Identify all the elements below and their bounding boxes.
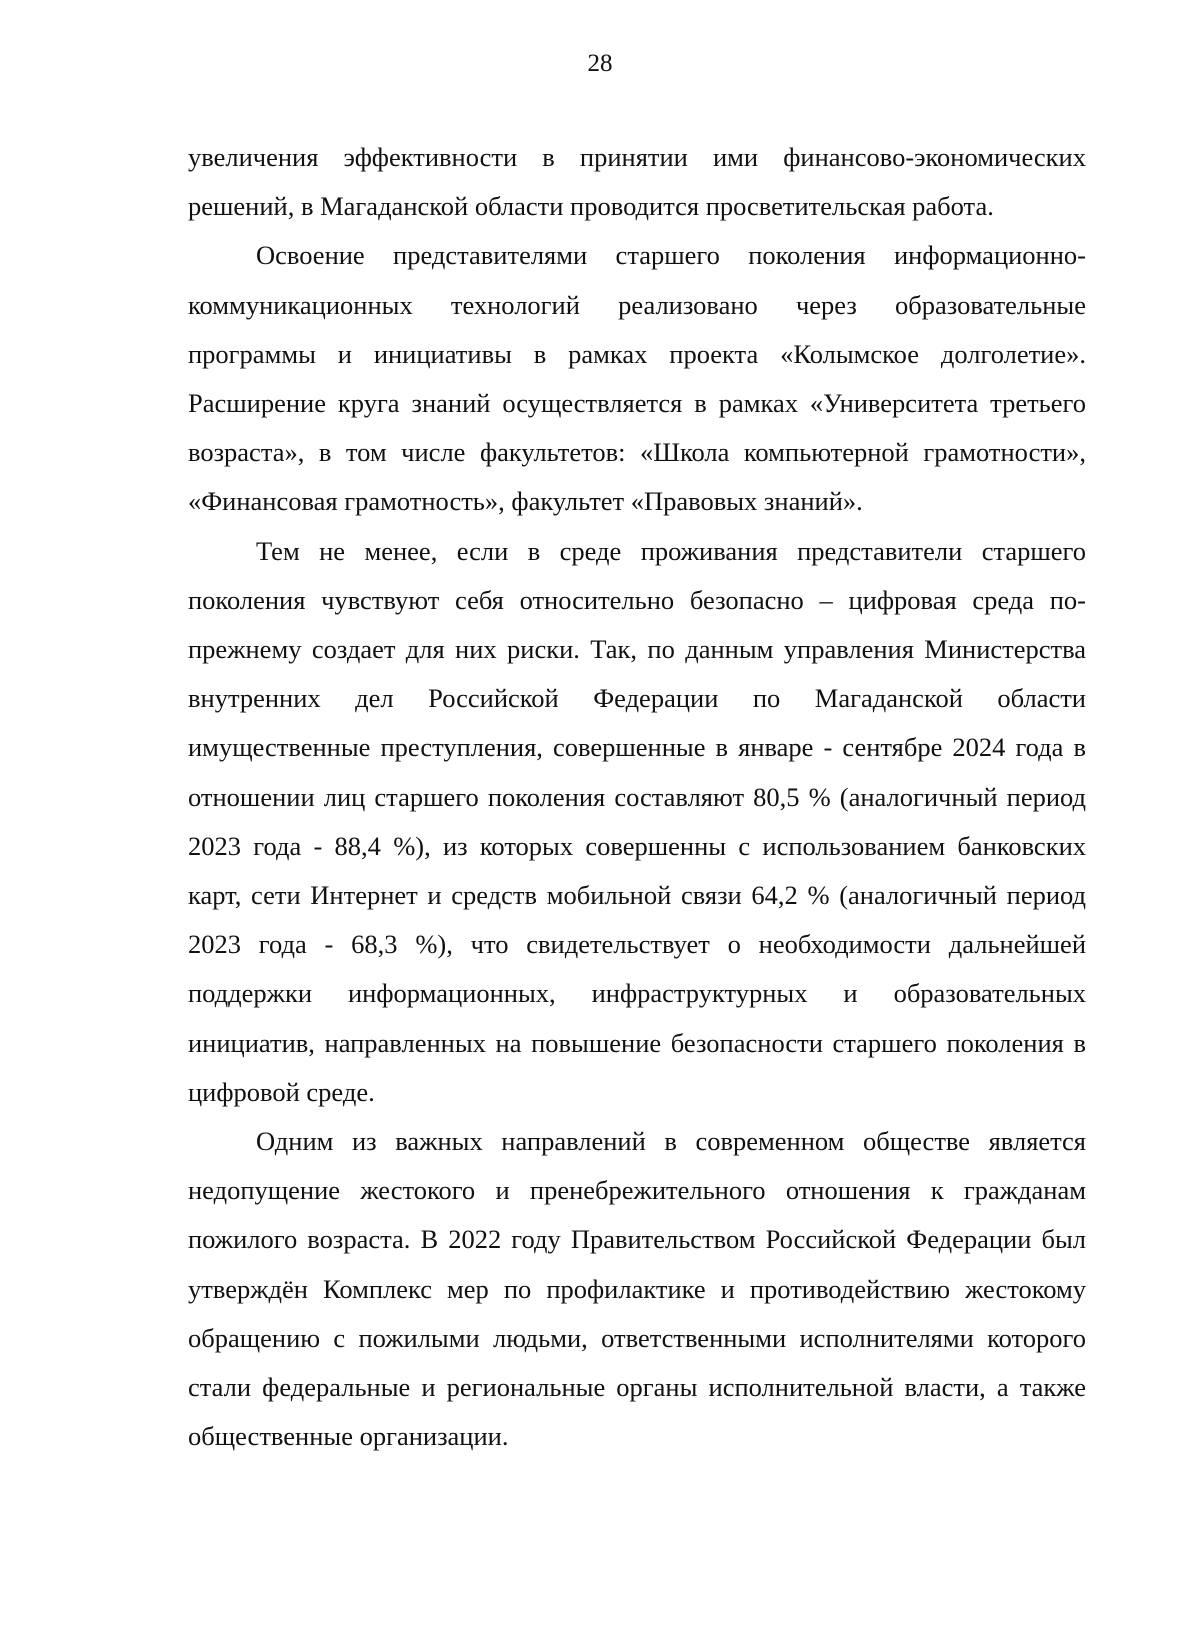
paragraph-3: Тем не менее, если в среде проживания представители старшего поколения чувствуют себя относительно безопасно – цифровая среда по-прежнему создает для них риски. Так, по данным управления Министерства внутренних дел Российской Федерации по Магаданской области имущественные преступления, совершенные в январе - сентябре 2024 года в отношении лиц старшего поколения составляют 80,5 % (аналогичный период 2023 года - 88,4 %), из которых совершенны с использованием банковских карт, сети Интернет и средств мобильной связи 64,2 % (аналогичный период 2023 года - 68,3 %), что свидетельствует о необходимости дальнейшей поддержки информационных, инфраструктурных и образовательных инициатив, направленных на повышение безопасности старшего поколения в цифровой среде. xyxy=(188,535,1086,1107)
paragraph-2: Освоение представителями старшего поколения информационно-коммуникационных технологий реализовано через образовательные программы и инициативы в рамках проекта «Колымское долголетие». Расширение круга знаний осуществляется в рамках «Университета третьего возраста», в том числе факультетов: «Школа компьютерной грамотности», «Финансовая грамотность», факультет «Правовых знаний». xyxy=(188,240,1086,517)
paragraph-1: увеличения эффективности в принятии ими финансово-экономических решений, в Магаданской области проводится просветительская работа. xyxy=(188,142,1086,222)
paragraph-4: Одним из важных направлений в современном обществе является недопущение жестокого и пренебрежительного отношения к гражданам пожилого возраста. В 2022 году Правительством Российской Федерации был утверждён Комплекс мер по профилактике и противодействию жестокому обращению с пожилыми людьми, ответственными исполнителями которого стали федеральные и региональные органы исполнительной власти, а также общественные организации. xyxy=(188,1126,1086,1452)
page-number: 28 xyxy=(587,50,613,77)
document-body xyxy=(188,133,1086,1461)
